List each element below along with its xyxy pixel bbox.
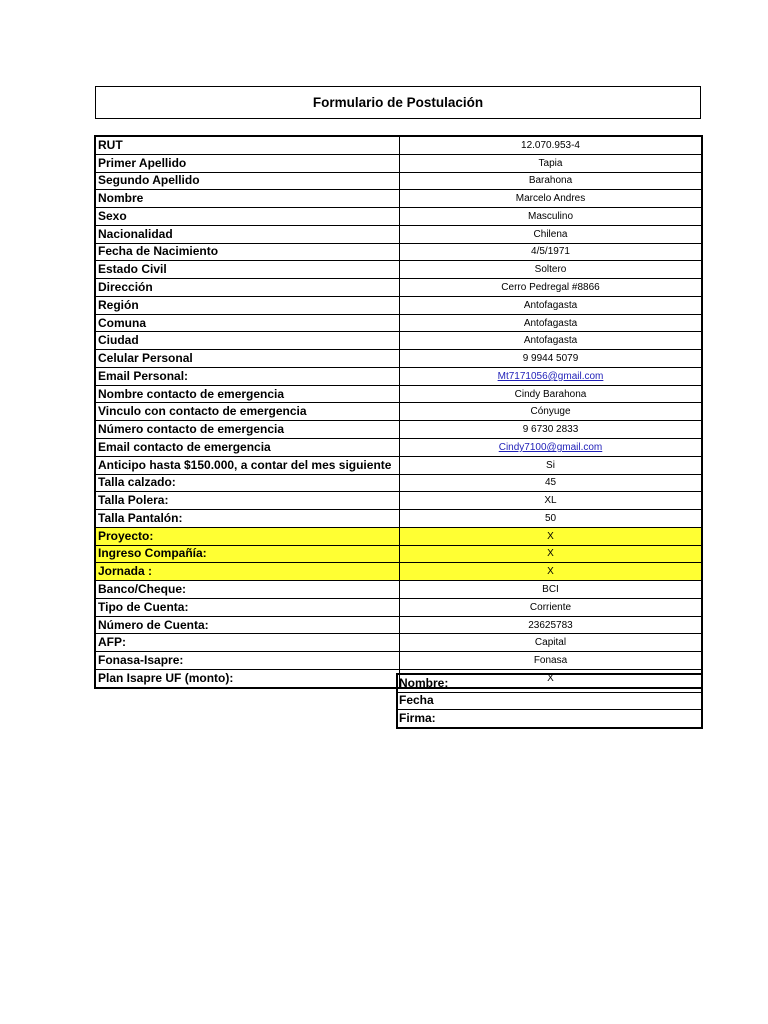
field-value: Fonasa [400, 652, 702, 670]
field-label: Ingreso Compañía: [96, 545, 400, 563]
field-value: 9 6730 2833 [400, 421, 702, 439]
form-row-ciudad [96, 332, 702, 350]
form-row-ingreso [96, 545, 702, 563]
form-row-celular [96, 350, 702, 368]
field-value: 50 [400, 510, 702, 528]
field-label: Primer Apellido [96, 154, 400, 172]
signature-table [397, 674, 702, 728]
field-label: Talla Pantalón: [96, 510, 400, 528]
field-label: Talla calzado: [96, 474, 400, 492]
field-value: X [400, 545, 702, 563]
email-link[interactable]: Cindy7100@gmail.com [400, 439, 702, 457]
form-row-contacto-nombre [96, 385, 702, 403]
field-value: Marcelo Andres [400, 190, 702, 208]
form-row-proyecto [96, 527, 702, 545]
email-link[interactable]: Mt7171056@gmail.com [400, 367, 702, 385]
form-row-region [96, 296, 702, 314]
field-value: Tapia [400, 154, 702, 172]
field-value: Cindy Barahona [400, 385, 702, 403]
form-row-contacto-vinculo [96, 403, 702, 421]
field-label: Número contacto de emergencia [96, 421, 400, 439]
field-label: Fecha de Nacimiento [96, 243, 400, 261]
field-label: AFP: [96, 634, 400, 652]
field-value: Chilena [400, 225, 702, 243]
field-label: Nombre [96, 190, 400, 208]
field-label: Vinculo con contacto de emergencia [96, 403, 400, 421]
field-value: X [400, 527, 702, 545]
field-label: Talla Polera: [96, 492, 400, 510]
field-label: Número de Cuenta: [96, 616, 400, 634]
field-label: Estado Civil [96, 261, 400, 279]
field-value: Capital [400, 634, 702, 652]
field-label: Anticipo hasta $150.000, a contar del mes siguiente [96, 456, 400, 474]
form-row-segundo-apellido [96, 172, 702, 190]
field-value: Corriente [400, 598, 702, 616]
form-row-comuna [96, 314, 702, 332]
signature-row-nombre [398, 675, 702, 693]
field-label: Ciudad [96, 332, 400, 350]
field-label: Proyecto: [96, 527, 400, 545]
field-value: Cerro Pedregal #8866 [400, 279, 702, 297]
signature-label: Nombre: [398, 675, 702, 693]
field-value: BCI [400, 581, 702, 599]
field-label: Email contacto de emergencia [96, 439, 400, 457]
form-row-afp [96, 634, 702, 652]
field-label: Nombre contacto de emergencia [96, 385, 400, 403]
form-row-contacto-email [96, 439, 702, 457]
field-value: Si [400, 456, 702, 474]
field-label: Banco/Cheque: [96, 581, 400, 599]
field-label: Comuna [96, 314, 400, 332]
form-row-numero-cuenta [96, 616, 702, 634]
field-label: RUT [96, 137, 400, 155]
signature-row-fecha [398, 692, 702, 710]
field-value: XL [400, 492, 702, 510]
field-value: 9 9944 5079 [400, 350, 702, 368]
form-row-fecha-nacimiento [96, 243, 702, 261]
field-label: Dirección [96, 279, 400, 297]
field-label: Nacionalidad [96, 225, 400, 243]
field-value: Barahona [400, 172, 702, 190]
form-row-nacionalidad [96, 225, 702, 243]
form-row-talla-polera [96, 492, 702, 510]
signature-row-firma [398, 710, 702, 728]
form-row-talla-calzado [96, 474, 702, 492]
form-row-rut [96, 137, 702, 155]
field-label: Celular Personal [96, 350, 400, 368]
field-value: X [400, 563, 702, 581]
form-row-anticipo [96, 456, 702, 474]
field-label: Jornada : [96, 563, 400, 581]
field-value: Masculino [400, 208, 702, 226]
field-value: Antofagasta [400, 332, 702, 350]
field-value: X [400, 669, 702, 687]
field-value: 23625783 [400, 616, 702, 634]
field-value: Soltero [400, 261, 702, 279]
signature-label: Firma: [398, 710, 702, 728]
form-row-sexo [96, 208, 702, 226]
field-value: 12.070.953-4 [400, 137, 702, 155]
form-row-nombre [96, 190, 702, 208]
form-row-tipo-cuenta [96, 598, 702, 616]
field-label: Región [96, 296, 400, 314]
field-label: Email Personal: [96, 367, 400, 385]
form-row-fonasa-isapre [96, 652, 702, 670]
form-row-talla-pantalon [96, 510, 702, 528]
form-row-email-personal [96, 367, 702, 385]
form-row-contacto-numero [96, 421, 702, 439]
form-title: Formulario de Postulación [95, 86, 701, 119]
field-label: Segundo Apellido [96, 172, 400, 190]
field-value: Antofagasta [400, 296, 702, 314]
field-label: Tipo de Cuenta: [96, 598, 400, 616]
field-label: Fonasa-Isapre: [96, 652, 400, 670]
field-value: Cónyuge [400, 403, 702, 421]
form-row-banco [96, 581, 702, 599]
form-row-primer-apellido [96, 154, 702, 172]
field-label: Sexo [96, 208, 400, 226]
signature-label: Fecha [398, 692, 702, 710]
field-label: Plan Isapre UF (monto): [96, 669, 400, 687]
form-row-direccion [96, 279, 702, 297]
form-table [95, 136, 702, 688]
field-value: Antofagasta [400, 314, 702, 332]
field-value: 4/5/1971 [400, 243, 702, 261]
field-value: 45 [400, 474, 702, 492]
form-row-estado-civil [96, 261, 702, 279]
form-row-jornada [96, 563, 702, 581]
